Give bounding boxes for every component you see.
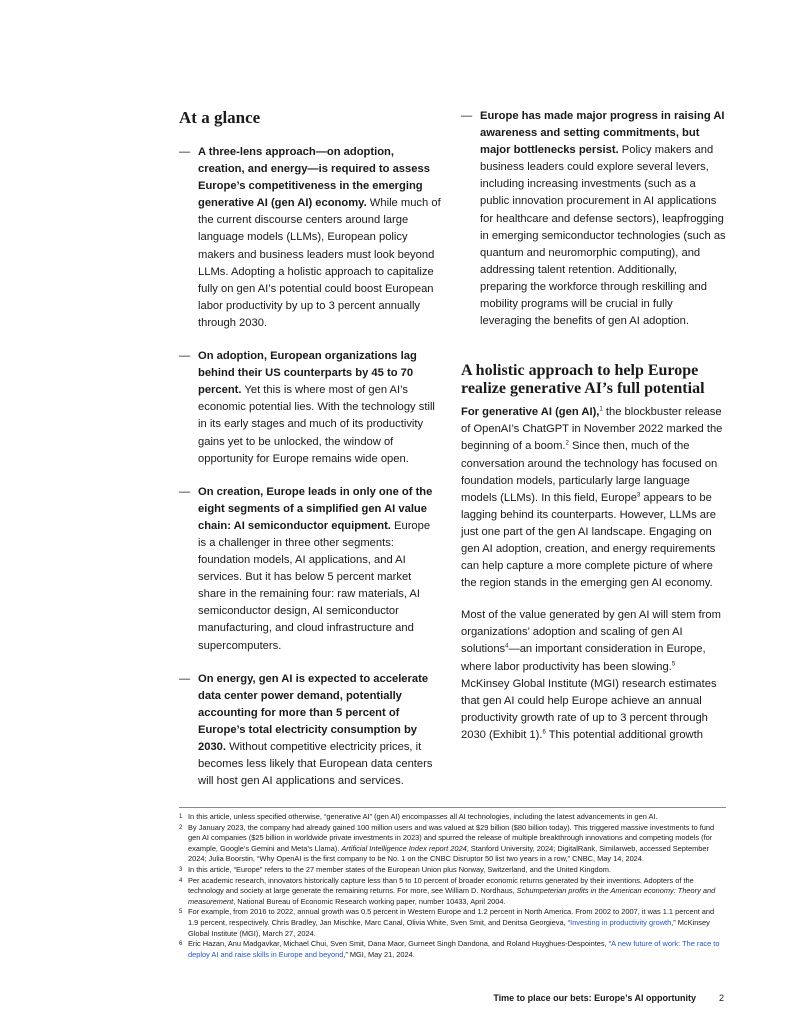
paragraph-intro: For generative AI (gen AI),$^1$ the blockbuster release of OpenAI’s ChatGPT in November 2022 marked the beginning of a boom.$^2$ Since then, much of the conversation around the technology has focused on foundation models, particularly large language models (LLMs). In this field, Europe$^3$ appears to be lagging behind its counterparts. However, LLMs are just one part of the gen AI landscape. Engaging on gen AI adoption, creation, and energy requirements can help capture a more complete picture of where the region stands in the emerging gen AI economy. (461, 406, 723, 590)
footnote-3: 3 In this article, “Europe” refers to the 27 member states of the European Union plus Norway, Switzerland, and the United Kingdom. (179, 864, 611, 874)
section-heading-holistic-approach: A holistic approach to help Europe realize generative AI’s full potential (461, 362, 705, 398)
footnote-4: 4 Per academic research, innovators historically capture less than 5 to 10 percent of broader economic returns generated by their inventions. Adopters of the technology and society at large generate the remaining returns. For more, see William D. Nordhaus, Schumpeterian profits in the American economy: Theory and measurement, National Bureau of Economic Research working paper, number 10433, April 2004. (179, 875, 716, 906)
right-column (461, 108, 726, 759)
page-footer (420, 993, 726, 1007)
footnote-2: 2 By January 2023, the company had already gained 100 million users and was valued at $29 billion ($80 billion today). This triggered massive investments to fund gen AI companies ($25 billion in worldwide private investments in 2023) and spurred the release of multiple breakthrough innovations and competing models (for example, Google’s Gemini and Meta’s Llama). Artificial Intelligence Index report 2024, Stanford University, 2024; DigitalRank, Similarweb, accessed September 2024; Julia Boorstin, “Why OpenAI is the first company to be No. 1 on the CNBC Disruptor 50 list two years in a row,” CNBC, May 14, 2024. (179, 822, 715, 864)
bullet-energy: — On energy, gen AI is expected to accelerate data center power demand, potentially accounting for more than 5 percent of Europe’s total electricity consumption by 2030. Without competitive electricity prices, it becomes less likely that European data centers will host gen AI applications and services. (179, 672, 433, 788)
left-column (179, 108, 441, 790)
footnotes (179, 807, 726, 960)
footer-title: Time to place our bets: Europe’s AI opportunity (493, 993, 696, 1003)
section-title-at-a-glance: At a glance (179, 108, 261, 127)
footnote-6: 6 Eric Hazan, Anu Madgavkar, Michael Chui, Sven Smit, Dana Maor, Gurneet Singh Dandona, and Roland Huyghues-Despointes, “A new future of work: The race to deploy AI and raise skills in Europe and beyond,” MGI, May 21, 2024. (179, 939, 720, 959)
bullet-adoption: — On adoption, European organizations lag behind their US counterparts by 45 to 70 percent. Yet this is where most of gen AI’s economic potential lies. With the technology still in its early stages and much of its productivity gains yet to be unlocked, the window of opportunity for Europe remains wide open. (179, 350, 435, 465)
link-new-future-of-work[interactable]: A new future of work: The race to deploy AI and raise skills in Europe and beyond (188, 939, 720, 959)
bullet-creation: — On creation, Europe leads in only one of the eight segments of a simplified gen AI value chain: AI semiconductor equipment. Europe is a challenger in three other segments: foundation models, AI applications, and AI services. But it has below 5 percent market share in the remaining four: raw materials, AI semiconductor design, AI semiconductor manufacturing, and cloud infrastructure and supercomputers. (179, 485, 433, 652)
paragraph-value: Most of the value generated by gen AI will stem from organizations’ adoption and scaling of gen AI solutions$^4$—an important consideration in Europe, where labor productivity has been slowing.$^5$ McKinsey Global Institute (MGI) research estimates that gen AI could help Europe achieve an annual productivity growth rate of up to 3 percent through 2030 (Exhibit 1).$^6$ This potential additional growth (461, 609, 721, 741)
footnote-1: 1 In this article, unless specified otherwise, “generative AI” (gen AI) encompasses all AI technologies, including the latest advancements in gen AI. (179, 812, 658, 821)
page-number: 2 (718, 993, 724, 1003)
bullet-progress: — Europe has made major progress in raising AI awareness and setting commitments, but major bottlenecks persist. Policy makers and business leaders could explore several levers, including increasing investments (such as a public innovation procurement in AI applications for healthcare and defense sectors), leapfrogging in emerging semiconductor technologies (such as quantum and neuromorphic computing), and addressing talent retention. Additionally, preparing the workforce through reskilling and mobility programs will be crucial in fully leveraging the benefits of gen AI adoption. (461, 110, 726, 328)
bullet-adoption-approach: — A three-lens approach—on adoption, creation, and energy—is required to assess Europe’s competitiveness in the emerging generative AI (gen AI) economy. While much of the current discourse centers around large language models (LLMs), European policy makers and business leaders must look beyond LLMs. Adopting a holistic approach to capitalize fully on gen AI’s potential could boost European labor productivity by up to 3 percent annually through 2030. (179, 146, 441, 329)
footnote-5: 5 For example, from 2016 to 2022, annual growth was 0.5 percent in Western Europe and 1.2 percent in North America. From 2002 to 2007, it was 1.1 percent and 1.9 percent, respectively. Chris Bradley, Jan Mischke, Marc Canal, Olivia White, Sven Smit, and Denitsa Georgieva, “Investing in productivity growth,” McKinsey Global Institute (MGI), March 27, 2024. (179, 907, 715, 938)
link-investing-in-productivity-growth[interactable]: Investing in productivity growth (570, 917, 672, 927)
